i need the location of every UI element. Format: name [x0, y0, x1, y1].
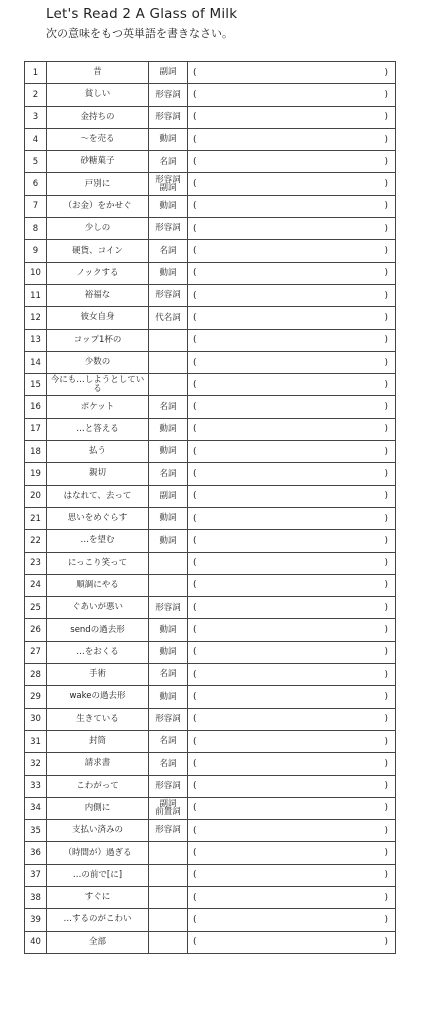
japanese-meaning: すぐに	[47, 886, 149, 908]
open-paren: (	[193, 179, 197, 190]
part-of-speech	[149, 842, 188, 864]
close-paren: )	[384, 803, 388, 814]
item-number: 16	[25, 396, 47, 418]
item-number: 6	[25, 173, 47, 195]
open-paren: (	[193, 714, 197, 725]
close-paren: )	[384, 669, 388, 680]
item-number: 28	[25, 664, 47, 686]
close-paren: )	[384, 558, 388, 569]
japanese-meaning: 戸別に	[47, 173, 149, 195]
table-row	[25, 864, 396, 886]
part-of-speech: 動詞	[149, 507, 188, 529]
part-of-speech: 動詞	[149, 418, 188, 440]
japanese-meaning: …と答える	[47, 418, 149, 440]
close-paren: )	[384, 179, 388, 190]
close-paren: )	[384, 892, 388, 903]
close-paren: )	[384, 156, 388, 167]
table-row	[25, 62, 396, 84]
close-paren: )	[384, 825, 388, 836]
answer-field[interactable]	[188, 62, 396, 84]
answer-field[interactable]	[188, 151, 396, 173]
japanese-meaning: 裕福な	[47, 284, 149, 306]
open-paren: (	[193, 691, 197, 702]
open-paren: (	[193, 558, 197, 569]
part-of-speech: 副詞	[149, 485, 188, 507]
japanese-meaning: 貧しい	[47, 84, 149, 106]
table-row	[25, 686, 396, 708]
part-of-speech: 形容詞	[149, 708, 188, 730]
open-paren: (	[193, 892, 197, 903]
close-paren: )	[384, 535, 388, 546]
open-paren: (	[193, 736, 197, 747]
open-paren: (	[193, 870, 197, 881]
close-paren: )	[384, 312, 388, 323]
part-of-speech	[149, 351, 188, 373]
answer-field[interactable]	[188, 173, 396, 195]
answer-field[interactable]	[188, 351, 396, 373]
table-row	[25, 886, 396, 908]
japanese-meaning: ポケット	[47, 396, 149, 418]
worksheet-title: Let's Read 2 A Glass of Milk	[46, 6, 238, 22]
answer-field[interactable]	[188, 284, 396, 306]
open-paren: (	[193, 402, 197, 413]
worksheet-instructions: 次の意味をもつ英単語を書きなさい。	[46, 27, 233, 40]
table-row	[25, 664, 396, 686]
open-paren: (	[193, 848, 197, 859]
japanese-meaning: 硬貨、コイン	[47, 240, 149, 262]
part-of-speech: 形容詞	[149, 106, 188, 128]
japanese-meaning: …をおくる	[47, 641, 149, 663]
part-of-speech: 動詞	[149, 195, 188, 217]
answer-field[interactable]	[188, 842, 396, 864]
item-number: 22	[25, 530, 47, 552]
japanese-meaning: 生きている	[47, 708, 149, 730]
item-number: 17	[25, 418, 47, 440]
table-row	[25, 820, 396, 842]
part-of-speech: 名詞	[149, 240, 188, 262]
part-of-speech: 形容詞 副詞	[149, 173, 188, 195]
open-paren: (	[193, 468, 197, 479]
close-paren: )	[384, 446, 388, 457]
close-paren: )	[384, 223, 388, 234]
answer-field[interactable]	[188, 664, 396, 686]
answer-field[interactable]	[188, 574, 396, 596]
answer-field[interactable]	[188, 820, 396, 842]
part-of-speech: 名詞	[149, 396, 188, 418]
japanese-meaning: 親切	[47, 463, 149, 485]
japanese-meaning: 昔	[47, 62, 149, 84]
part-of-speech	[149, 886, 188, 908]
item-number: 21	[25, 507, 47, 529]
answer-field[interactable]	[188, 374, 396, 396]
open-paren: (	[193, 246, 197, 257]
part-of-speech: 形容詞	[149, 284, 188, 306]
item-number: 36	[25, 842, 47, 864]
japanese-meaning: 少しの	[47, 218, 149, 240]
part-of-speech: 動詞	[149, 686, 188, 708]
item-number: 33	[25, 775, 47, 797]
open-paren: (	[193, 67, 197, 78]
answer-field[interactable]	[188, 84, 396, 106]
answer-field[interactable]	[188, 262, 396, 284]
answer-field[interactable]	[188, 463, 396, 485]
close-paren: )	[384, 67, 388, 78]
close-paren: )	[384, 491, 388, 502]
answer-field[interactable]	[188, 775, 396, 797]
japanese-meaning: 金持ちの	[47, 106, 149, 128]
item-number: 10	[25, 262, 47, 284]
japanese-meaning: 内側に	[47, 797, 149, 819]
answer-field[interactable]	[188, 552, 396, 574]
open-paren: (	[193, 758, 197, 769]
table-row	[25, 128, 396, 150]
item-number: 27	[25, 641, 47, 663]
table-row	[25, 284, 396, 306]
japanese-meaning: wakeの過去形	[47, 686, 149, 708]
item-number: 23	[25, 552, 47, 574]
japanese-meaning: にっこり笑って	[47, 552, 149, 574]
table-row	[25, 351, 396, 373]
close-paren: )	[384, 691, 388, 702]
item-number: 37	[25, 864, 47, 886]
answer-field[interactable]	[188, 730, 396, 752]
open-paren: (	[193, 201, 197, 212]
open-paren: (	[193, 825, 197, 836]
answer-field[interactable]	[188, 886, 396, 908]
table-row	[25, 641, 396, 663]
close-paren: )	[384, 290, 388, 301]
item-number: 13	[25, 329, 47, 351]
item-number: 5	[25, 151, 47, 173]
answer-field[interactable]	[188, 128, 396, 150]
item-number: 9	[25, 240, 47, 262]
table-row	[25, 597, 396, 619]
close-paren: )	[384, 89, 388, 100]
close-paren: )	[384, 357, 388, 368]
part-of-speech: 動詞	[149, 262, 188, 284]
item-number: 1	[25, 62, 47, 84]
part-of-speech	[149, 909, 188, 931]
item-number: 40	[25, 931, 47, 953]
table-row	[25, 574, 396, 596]
item-number: 34	[25, 797, 47, 819]
close-paren: )	[384, 134, 388, 145]
part-of-speech: 代名詞	[149, 307, 188, 329]
open-paren: (	[193, 647, 197, 658]
open-paren: (	[193, 312, 197, 323]
close-paren: )	[384, 602, 388, 613]
item-number: 20	[25, 485, 47, 507]
table-row	[25, 775, 396, 797]
item-number: 31	[25, 730, 47, 752]
table-row	[25, 708, 396, 730]
item-number: 24	[25, 574, 47, 596]
table-row	[25, 396, 396, 418]
open-paren: (	[193, 625, 197, 636]
table-row	[25, 218, 396, 240]
open-paren: (	[193, 602, 197, 613]
part-of-speech: 副詞	[149, 62, 188, 84]
open-paren: (	[193, 357, 197, 368]
close-paren: )	[384, 112, 388, 123]
part-of-speech: 形容詞	[149, 775, 188, 797]
answer-field[interactable]	[188, 195, 396, 217]
table-row	[25, 418, 396, 440]
close-paren: )	[384, 758, 388, 769]
close-paren: )	[384, 402, 388, 413]
japanese-meaning: 封筒	[47, 730, 149, 752]
part-of-speech: 名詞	[149, 730, 188, 752]
close-paren: )	[384, 513, 388, 524]
close-paren: )	[384, 781, 388, 792]
japanese-meaning: ノックする	[47, 262, 149, 284]
open-paren: (	[193, 803, 197, 814]
close-paren: )	[384, 625, 388, 636]
table-row	[25, 485, 396, 507]
item-number: 38	[25, 886, 47, 908]
table-row	[25, 106, 396, 128]
japanese-meaning: 今にも…しようとしている	[47, 374, 149, 396]
part-of-speech	[149, 374, 188, 396]
answer-field[interactable]	[188, 418, 396, 440]
answer-field[interactable]	[188, 909, 396, 931]
japanese-meaning: 請求書	[47, 753, 149, 775]
open-paren: (	[193, 491, 197, 502]
table-row	[25, 753, 396, 775]
item-number: 30	[25, 708, 47, 730]
japanese-meaning: コップ1杯の	[47, 329, 149, 351]
open-paren: (	[193, 89, 197, 100]
open-paren: (	[193, 335, 197, 346]
open-paren: (	[193, 781, 197, 792]
table-row	[25, 441, 396, 463]
close-paren: )	[384, 379, 388, 390]
open-paren: (	[193, 513, 197, 524]
answer-field[interactable]	[188, 329, 396, 351]
japanese-meaning: ～を売る	[47, 128, 149, 150]
japanese-meaning: 手術	[47, 664, 149, 686]
answer-field[interactable]	[188, 441, 396, 463]
answer-field[interactable]	[188, 530, 396, 552]
table-row	[25, 909, 396, 931]
item-number: 11	[25, 284, 47, 306]
japanese-meaning: 全部	[47, 931, 149, 953]
table-row	[25, 262, 396, 284]
part-of-speech: 動詞	[149, 441, 188, 463]
japanese-meaning: sendの過去形	[47, 619, 149, 641]
item-number: 2	[25, 84, 47, 106]
part-of-speech: 形容詞	[149, 84, 188, 106]
open-paren: (	[193, 535, 197, 546]
part-of-speech: 名詞	[149, 463, 188, 485]
part-of-speech: 副詞 前置詞	[149, 797, 188, 819]
item-number: 35	[25, 820, 47, 842]
part-of-speech: 名詞	[149, 664, 188, 686]
part-of-speech: 動詞	[149, 619, 188, 641]
item-number: 8	[25, 218, 47, 240]
table-row	[25, 730, 396, 752]
close-paren: )	[384, 246, 388, 257]
answer-field[interactable]	[188, 307, 396, 329]
item-number: 18	[25, 441, 47, 463]
japanese-meaning: （時間が）過ぎる	[47, 842, 149, 864]
answer-field[interactable]	[188, 396, 396, 418]
close-paren: )	[384, 424, 388, 435]
part-of-speech: 名詞	[149, 151, 188, 173]
table-row	[25, 84, 396, 106]
close-paren: )	[384, 914, 388, 925]
part-of-speech	[149, 574, 188, 596]
close-paren: )	[384, 335, 388, 346]
japanese-meaning: 砂糖菓子	[47, 151, 149, 173]
japanese-meaning: ぐあいが悪い	[47, 597, 149, 619]
open-paren: (	[193, 112, 197, 123]
table-row	[25, 173, 396, 195]
part-of-speech: 動詞	[149, 128, 188, 150]
table-row	[25, 329, 396, 351]
close-paren: )	[384, 736, 388, 747]
item-number: 32	[25, 753, 47, 775]
part-of-speech: 動詞	[149, 641, 188, 663]
close-paren: )	[384, 268, 388, 279]
close-paren: )	[384, 870, 388, 881]
answer-field[interactable]	[188, 864, 396, 886]
item-number: 3	[25, 106, 47, 128]
part-of-speech	[149, 552, 188, 574]
japanese-meaning: 支払い済みの	[47, 820, 149, 842]
table-row	[25, 842, 396, 864]
japanese-meaning: 払う	[47, 441, 149, 463]
table-row	[25, 619, 396, 641]
table-row	[25, 530, 396, 552]
answer-field[interactable]	[188, 931, 396, 953]
table-row	[25, 307, 396, 329]
vocabulary-table	[24, 61, 396, 954]
answer-field[interactable]	[188, 753, 396, 775]
close-paren: )	[384, 201, 388, 212]
open-paren: (	[193, 446, 197, 457]
close-paren: )	[384, 468, 388, 479]
part-of-speech	[149, 329, 188, 351]
japanese-meaning: 少数の	[47, 351, 149, 373]
answer-field[interactable]	[188, 106, 396, 128]
open-paren: (	[193, 379, 197, 390]
open-paren: (	[193, 937, 197, 948]
open-paren: (	[193, 268, 197, 279]
table-row	[25, 240, 396, 262]
table-row	[25, 797, 396, 819]
table-row	[25, 374, 396, 396]
japanese-meaning: 思いをめぐらす	[47, 507, 149, 529]
answer-field[interactable]	[188, 218, 396, 240]
japanese-meaning: （お金）をかせぐ	[47, 195, 149, 217]
close-paren: )	[384, 714, 388, 725]
item-number: 7	[25, 195, 47, 217]
japanese-meaning: 彼女自身	[47, 307, 149, 329]
open-paren: (	[193, 134, 197, 145]
open-paren: (	[193, 156, 197, 167]
table-row	[25, 507, 396, 529]
item-number: 29	[25, 686, 47, 708]
close-paren: )	[384, 848, 388, 859]
close-paren: )	[384, 580, 388, 591]
part-of-speech	[149, 931, 188, 953]
japanese-meaning: こわがって	[47, 775, 149, 797]
table-row	[25, 463, 396, 485]
open-paren: (	[193, 424, 197, 435]
japanese-meaning: はなれて、去って	[47, 485, 149, 507]
part-of-speech: 名詞	[149, 753, 188, 775]
close-paren: )	[384, 937, 388, 948]
item-number: 26	[25, 619, 47, 641]
part-of-speech: 動詞	[149, 530, 188, 552]
open-paren: (	[193, 223, 197, 234]
item-number: 15	[25, 374, 47, 396]
answer-field[interactable]	[188, 240, 396, 262]
part-of-speech: 形容詞	[149, 820, 188, 842]
table-row	[25, 195, 396, 217]
open-paren: (	[193, 290, 197, 301]
answer-field[interactable]	[188, 619, 396, 641]
part-of-speech: 形容詞	[149, 218, 188, 240]
answer-field[interactable]	[188, 485, 396, 507]
open-paren: (	[193, 669, 197, 680]
answer-field[interactable]	[188, 686, 396, 708]
close-paren: )	[384, 647, 388, 658]
part-of-speech	[149, 864, 188, 886]
item-number: 4	[25, 128, 47, 150]
item-number: 39	[25, 909, 47, 931]
open-paren: (	[193, 580, 197, 591]
japanese-meaning: …を望む	[47, 530, 149, 552]
japanese-meaning: …するのがこわい	[47, 909, 149, 931]
japanese-meaning: …の前で[に]	[47, 864, 149, 886]
item-number: 14	[25, 351, 47, 373]
open-paren: (	[193, 914, 197, 925]
answer-field[interactable]	[188, 507, 396, 529]
answer-field[interactable]	[188, 597, 396, 619]
answer-field[interactable]	[188, 708, 396, 730]
part-of-speech: 形容詞	[149, 597, 188, 619]
item-number: 25	[25, 597, 47, 619]
japanese-meaning: 順調にやる	[47, 574, 149, 596]
answer-field[interactable]	[188, 641, 396, 663]
table-row	[25, 151, 396, 173]
item-number: 19	[25, 463, 47, 485]
table-row	[25, 931, 396, 953]
item-number: 12	[25, 307, 47, 329]
answer-field[interactable]	[188, 797, 396, 819]
table-row	[25, 552, 396, 574]
